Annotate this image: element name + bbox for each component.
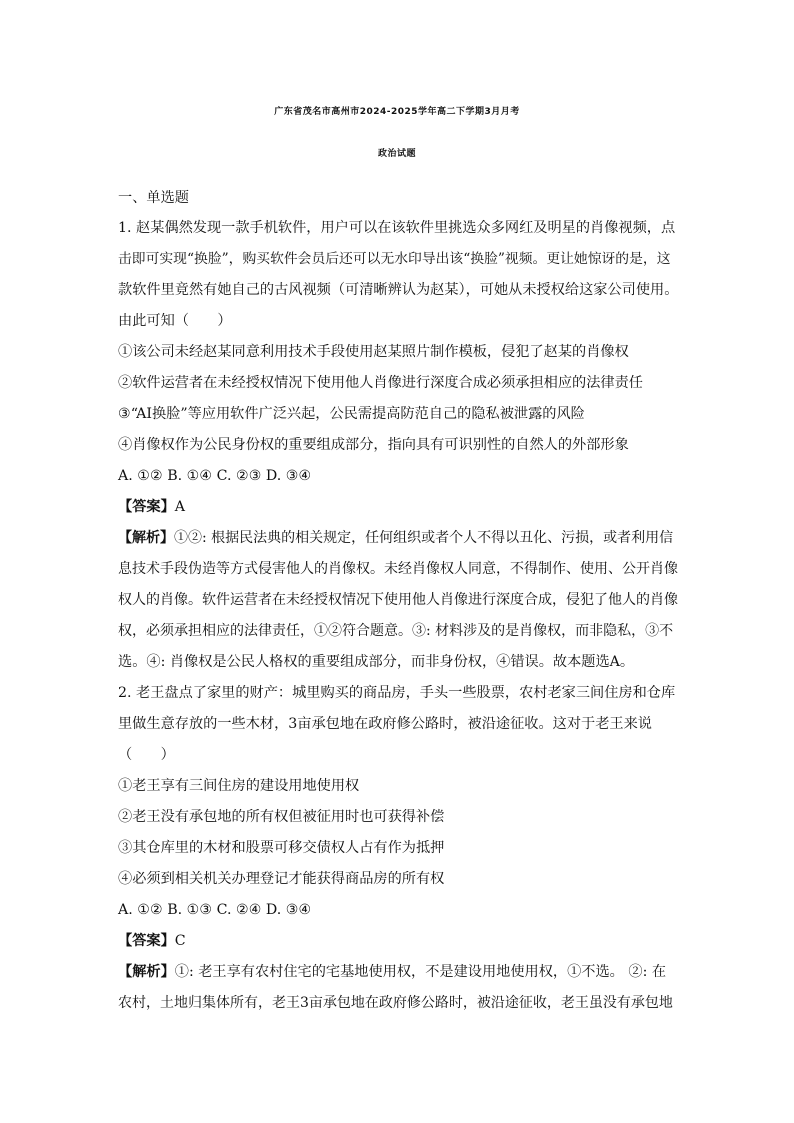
q1-analysis-line: 息技术手段伪造等方式侵害他人的肖像权。未经肖像权人同意，不得制作、使用、公开肖像 <box>118 561 678 577</box>
q1-stem-line: 由此可知（ ） <box>118 313 232 329</box>
q1-choices: A. ①② B. ①④ C. ②③ D. ③④ <box>118 468 312 484</box>
q2-analysis-text: ①: 老王享有农村住宅的宅基地使用权，不是建设用地使用权，①不选。 ②: 在 <box>174 964 667 980</box>
q1-option: ②软件运营者在未经授权情况下使用他人肖像进行深度合成必须承担相应的法律责任 <box>118 375 643 391</box>
q2-option: ①老王享有三间住房的建设用地使用权 <box>118 778 360 794</box>
q1-answer-label: 【答案】 <box>118 499 175 515</box>
q2-stem-line: 2. 老王盘点了家里的财产：城里购买的商品房，手头一些股票，农村老家三间住房和仓库 <box>118 685 676 701</box>
q2-analysis-line <box>118 962 678 982</box>
q2-option: ②老王没有承包地的所有权但被征用时也可获得补偿 <box>118 809 445 825</box>
q1-analysis-line: 权，必须承担相应的法律责任，①②符合题意。③: 材料涉及的是肖像权，而非隐私，③不 <box>118 623 674 639</box>
q2-answer-label: 【答案】 <box>118 933 175 949</box>
q2-stem-line: （ ） <box>118 747 175 763</box>
q1-option: ③“AI换脸”等应用软件广泛兴起，公民需提高防范自己的隐私被泄露的风险 <box>118 406 585 422</box>
q1-analysis-line: 权人的肖像。软件运营者在未经授权情况下使用他人肖像进行深度合成，侵犯了他人的肖像 <box>118 592 678 608</box>
q1-answer <box>118 497 678 517</box>
q2-option: ③其仓库里的木材和股票可移交债权人占有作为抵押 <box>118 840 445 856</box>
q2-answer-value: C <box>174 933 186 949</box>
q1-stem-line: 1. 赵某偶然发现一款手机软件，用户可以在该软件里挑选众多网红及明星的肖像视频，点 <box>118 220 676 236</box>
q1-option: ④肖像权作为公民身份权的重要组成部分，指向具有可识别性的自然人的外部形象 <box>118 437 629 453</box>
section-heading: 一、单选题 <box>118 190 189 206</box>
q1-option: ①该公司未经赵某同意利用技术手段使用赵某照片制作模板，侵犯了赵某的肖像权 <box>118 344 629 360</box>
q2-choices: A. ①② B. ①③ C. ②④ D. ③④ <box>118 902 312 918</box>
page-subtitle: 政治试题 <box>377 149 416 159</box>
q2-stem-line: 里做生意存放的一些木材，3亩承包地在政府修公路时，被沿途征收。这对于老王来说 <box>118 716 652 732</box>
q2-answer <box>118 931 678 951</box>
q1-analysis-label: 【解析】 <box>118 530 174 546</box>
q1-analysis-line: 选。④: 肖像权是公民人格权的重要组成部分，而非身份权，④错误。故本题选A。 <box>118 654 635 670</box>
q1-analysis-text: ①②: 根据民法典的相关规定，任何组织或者个人不得以丑化、污损，或者利用信 <box>174 530 674 546</box>
page-title: 广东省茂名市高州市2024-2025学年高二下学期3月月考 <box>274 107 520 117</box>
q2-analysis-label: 【解析】 <box>118 964 175 980</box>
q2-analysis-line: 农村，土地归集体所有，老王3亩承包地在政府修公路时，被沿途征收，老王虽没有承包地 <box>118 995 673 1011</box>
q2-option: ④必须到相关机关办理登记才能获得商品房的所有权 <box>118 871 445 887</box>
q1-answer-value: A <box>174 499 186 515</box>
q1-stem-line: 款软件里竟然有她自己的古风视频（可清晰辨认为赵某），可她从未授权给这家公司使用。 <box>118 282 679 298</box>
q1-stem-line: 击即可实现“换脸”，购买软件会员后还可以无水印导出该“换脸”视频。更让她惊讶的是，这 <box>118 251 671 267</box>
q1-analysis-line <box>118 528 678 548</box>
